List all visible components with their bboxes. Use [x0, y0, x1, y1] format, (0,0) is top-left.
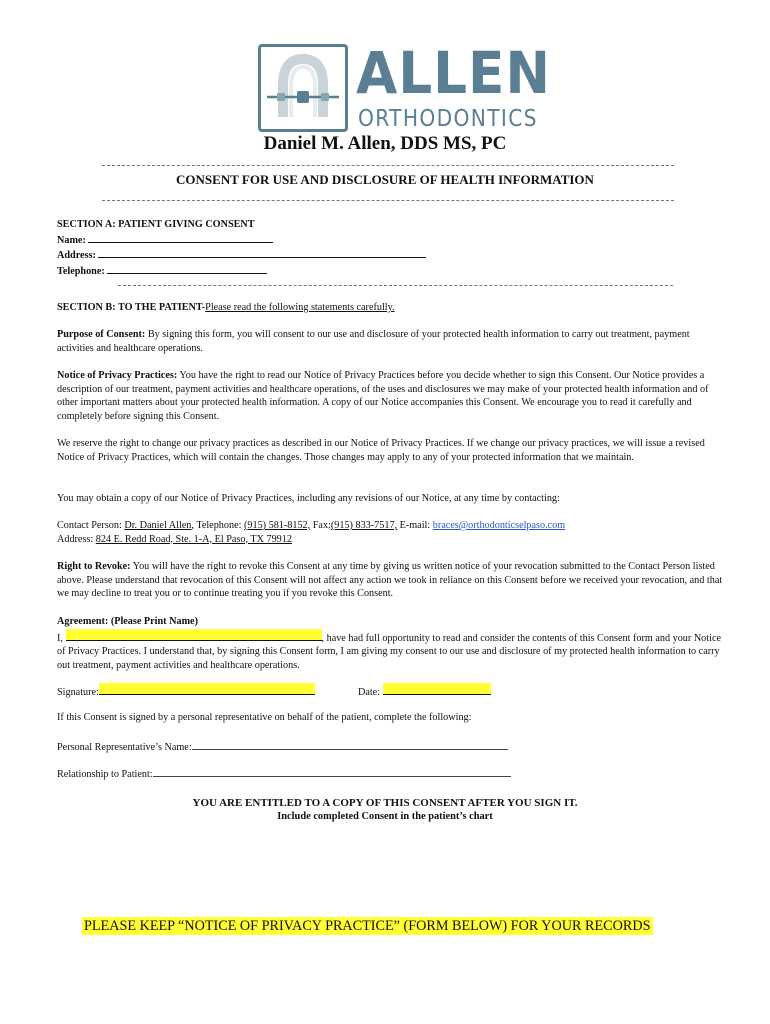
date-field[interactable]: [383, 683, 491, 695]
notice-text: You have the right to read our Notice of Privacy Practices before you decide whether to sign this Consent. Our Notice provides a description of our treatment, payment activities and healthcare operations, of the uses and disclosures we may make of your protected health information and of other important matters about your protected health information. A copy of our Notice accompanies this Consent. We encourage you to read it carefully and completely before signing this Consent.: [57, 370, 709, 422]
divider: [102, 200, 674, 201]
telephone-field[interactable]: [107, 263, 267, 274]
representative-intro-text: If this Consent is signed by a personal representative on behalf of the patient, complete the following:: [57, 712, 472, 723]
name-label: Name:: [57, 234, 86, 246]
signature-label: Signature:: [57, 687, 99, 698]
agreement-i-label: I,: [57, 632, 66, 644]
agreement-paragraph: [57, 629, 725, 673]
contact-address: 824 E. Redd Road, Ste. 1-A, El Paso, TX 79912: [95, 533, 292, 545]
logo-word-orthodontics: ORTHODONTICS: [358, 106, 538, 132]
telephone-label: Telephone:: [57, 265, 105, 277]
telephone-label: , Telephone:: [191, 520, 244, 531]
reserve-paragraph: [57, 437, 725, 464]
divider: [118, 285, 673, 286]
name-row: [57, 232, 725, 248]
practice-logo: [258, 39, 552, 136]
relationship-field[interactable]: [153, 766, 511, 777]
agreement-block: [57, 615, 725, 672]
address-label: Address:: [57, 250, 96, 262]
signature-row: [57, 683, 725, 700]
agreement-heading: Agreement: (Please Print Name): [57, 616, 198, 627]
obtain-text: You may obtain a copy of our Notice of Privacy Practices, including any revisions of our Notice, at any time by contacting:: [57, 493, 560, 504]
logo-word-allen: ALLEN: [356, 39, 552, 107]
email-link[interactable]: braces@orthodonticselpaso.com: [432, 520, 566, 531]
tooth-brace-logo-icon: [258, 44, 348, 132]
signature-field[interactable]: [99, 683, 315, 695]
keep-records-banner: PLEASE KEEP “NOTICE OF PRIVACY PRACTICE” (FORM BELOW) FOR YOUR RECORDS: [84, 918, 651, 934]
address-field[interactable]: [98, 247, 426, 258]
obtain-paragraph: [57, 492, 725, 506]
section-b-heading-row: [57, 301, 725, 315]
section-a-heading: SECTION A: PATIENT GIVING CONSENT: [57, 219, 255, 230]
reserve-text: We reserve the right to change our privacy practices as described in our Notice of Privacy Practices. If we change our privacy practices, we will issue a revised Notice of Privacy Practices, which will contain the changes. Those changes may apply to any of your protected information that we maintain.: [57, 438, 705, 463]
print-name-field[interactable]: [66, 629, 322, 641]
revoke-text: You will have the right to revoke this Consent at any time by giving us written notice of your revocation submitted to the Contact Person listed above. Please understand that revocation of this Consent will not affect any action we took in reliance on this Consent before we received your revocation, and that we may decline to treat you or to continue treating you if you revoke this Consent.: [57, 561, 723, 600]
chart-instruction: Include completed Consent in the patient’s chart: [277, 811, 493, 822]
representative-intro: [57, 711, 725, 725]
date-label: Date:: [357, 687, 383, 698]
contact-address-row: [57, 533, 725, 547]
section-b-subheading: Please read the following statements carefully.: [205, 302, 395, 313]
address-label: Address:: [57, 533, 96, 545]
entitled-notice: YOU ARE ENTITLED TO A COPY OF THIS CONSENT AFTER YOU SIGN IT.: [192, 797, 578, 809]
contact-fax: (915) 833-7517,: [330, 520, 398, 531]
practice-name: Daniel M. Allen, DDS MS, PC: [263, 133, 507, 154]
section-b-heading: SECTION B: TO THE PATIENT-: [57, 302, 206, 313]
address-row: [57, 247, 725, 263]
divider: [102, 165, 674, 166]
contact-person: Dr. Daniel Allen: [124, 520, 192, 531]
purpose-text: By signing this form, you will consent to our use and disclosure of your protected health information to carry out treatment, payment activities and healthcare operations.: [57, 329, 690, 354]
relationship-row: [57, 766, 725, 782]
purpose-paragraph: [57, 328, 725, 355]
section-a: [57, 218, 725, 278]
contact-telephone: (915) 581-8152,: [243, 520, 311, 531]
notice-label: Notice of Privacy Practices:: [57, 370, 178, 381]
purpose-label: Purpose of Consent:: [57, 329, 146, 340]
name-field[interactable]: [88, 232, 273, 243]
representative-name-row: [57, 739, 725, 755]
revoke-label: Right to Revoke:: [57, 561, 131, 572]
email-label: E-mail:: [397, 520, 433, 531]
telephone-row: [57, 263, 725, 279]
document-title: CONSENT FOR USE AND DISCLOSURE OF HEALTH INFORMATION: [176, 172, 594, 187]
relationship-label: Relationship to Patient:: [57, 769, 153, 780]
contact-row: [57, 519, 725, 533]
representative-name-field[interactable]: [192, 739, 508, 750]
notice-paragraph: [57, 369, 725, 423]
revoke-paragraph: [57, 560, 725, 601]
contact-person-label: Contact Person:: [57, 520, 125, 531]
contact-block: [57, 519, 725, 546]
representative-name-label: Personal Representative’s Name:: [57, 742, 192, 753]
agreement-text: , have had full opportunity to read and consider the contents of this Consent form and your Notice of Privacy Practices. I understand that, by signing this Consent form, I am giving my consent to our use and disclosure of my protected health information to carry out treatment, payment activities and healthcare operations.: [57, 632, 721, 671]
fax-label: Fax:: [310, 520, 331, 531]
